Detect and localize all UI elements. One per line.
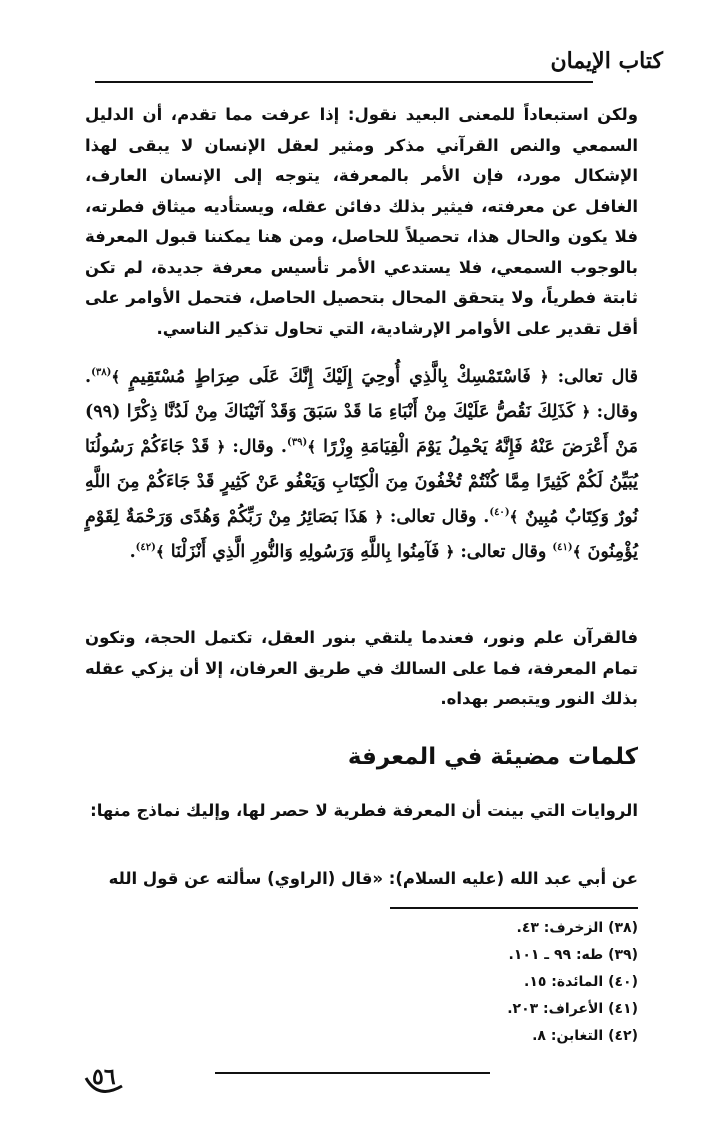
verse-1: فَاسْتَمْسِكْ بِالَّذِي أُوحِيَ إِلَيْكَ إِنَّكَ عَلَى صِرَاطٍ مُسْتَقِيمٍ: [129, 367, 531, 387]
section-heading: كلمات مضيئة في المعرفة: [347, 744, 638, 770]
paragraph-5: عن أبي عبد الله (عليه السلام): «قال (الراوي) سألته عن قول الله: [108, 869, 638, 888]
page-number-text: ٥٦: [92, 1064, 116, 1090]
paragraph-4: الروايات التي بينت أن المعرفة فطرية لا حصر لها، وإليك نماذج منها:: [90, 801, 638, 820]
verse-5: فَآمِنُوا بِاللَّهِ وَرَسُولِهِ وَالنُّورِ الَّذِي أَنْزَلْنَا: [170, 542, 440, 562]
brace-open-icon: ﴿: [374, 508, 384, 526]
footnote-39: (٣٩) طه: ٩٩ ـ ١٠١.: [508, 947, 638, 963]
page-number: [78, 1060, 138, 1100]
brace-open-icon: ﴿: [539, 368, 549, 386]
intro-4: . وقال تعالى:: [389, 507, 490, 527]
footnote-ref-41: (٤١): [552, 542, 573, 554]
header-rule: [95, 81, 593, 83]
bottom-rule: [215, 1072, 490, 1074]
footnote-rule: [390, 907, 638, 909]
intro-2: . وقال:: [85, 367, 638, 422]
intro-3: . وقال:: [232, 437, 287, 457]
footnote-ref-38: (٣٨): [91, 367, 112, 379]
running-header: [95, 44, 663, 94]
quran-paragraph: [85, 360, 638, 570]
footnotes: [378, 915, 638, 1050]
footnote-41: (٤١) الأعراف: ٢٠٣.: [507, 1001, 638, 1017]
brace-close-icon: ﴾: [572, 543, 582, 561]
footnote-40: (٤٠) المائدة: ١٥.: [524, 974, 638, 990]
footnote-ref-40: (٤٠): [489, 507, 510, 519]
paragraph-1: ولكن استبعاداً للمعنى البعيد نقول: إذا عرفت مما تقدم، أن الدليل السمعي والنص القرآني مذكر ومثير لعقل الإنسان لا يبقى لهذا الإشكال مورد، فإن الأمر بالمعرفة، يتوجه إلى الإنسان العارف، الغافل عن معرفته، فيثير بذلك دفائن عقله، ويستأديه ميثاق فطرته، فلا يكون والحال هذا، تحصيلاً للحاصل، ومن هنا يمكننا قبول المعرفة بالوجوب السمعي، فلا يستدعي الأمر تأسيس معرفة جديدة، لم تكن ثابتة فطرياً، ولا يتحقق المحال بتحصيل الحاصل، فتحمل الأوامر على أقل تقدير على الأوامر الإرشادية، التي تحاول تذكير الناسي.: [85, 105, 638, 338]
verse-3: قَدْ جَاءَكُمْ رَسُولُنَا يُبَيِّنُ لَكُمْ كَثِيرًا مِمَّا كُنْتُمْ تُخْفُونَ مِنَ الْكِتَابِ وَيَعْفُو عَنْ كَثِيرٍ قَدْ جَاءَكُمْ مِنَ اللَّهِ نُورٌ وَكِتَابٌ مُبِينٌ: [85, 437, 638, 527]
intro-5: وقال تعالى:: [460, 542, 553, 562]
brace-open-icon: ﴿: [445, 543, 455, 561]
brace-close-icon: ﴾: [307, 438, 317, 456]
brace-close-icon: ﴾: [111, 368, 121, 386]
footnote-42: (٤٢) التغابن: ٨.: [532, 1028, 638, 1044]
footnote-ref-42: (٤٢): [135, 542, 156, 554]
brace-close-icon: ﴾: [155, 543, 165, 561]
footnote-ref-39: (٣٩): [287, 437, 308, 449]
end-period: .: [129, 542, 136, 562]
verse-4: هَذَا بَصَائِرُ مِنْ رَبِّكُمْ وَهُدًى وَرَحْمَةٌ لِقَوْمٍ يُؤْمِنُونَ: [85, 507, 638, 562]
brace-close-icon: ﴾: [509, 508, 519, 526]
verse-2: كَذَلِكَ نَقُصُّ عَلَيْكَ مِنْ أَنْبَاءِ مَا قَدْ سَبَقَ وَقَدْ آتَيْنَاكَ مِنْ لَدُنَّا ذِكْرًا (٩٩) مَنْ أَعْرَضَ عَنْهُ فَإِنَّهُ يَحْمِلُ يَوْمَ الْقِيَامَةِ وِزْرًا: [85, 402, 639, 457]
book-title: كتاب الإيمان: [550, 48, 663, 74]
intro-1: قال تعالى:: [557, 367, 639, 387]
footnote-38: (٣٨) الزخرف: ٤٣.: [516, 920, 638, 936]
brace-open-icon: ﴿: [216, 438, 226, 456]
paragraph-3: فالقرآن علم ونور، فعندما يلتقي بنور العقل، تكتمل الحجة، وتكون تمام المعرفة، فما على السالك في طريق العرفان، إلا أن يزكي عقله بذلك النور ويتبصر بهداه.: [85, 628, 638, 708]
brace-open-icon: ﴿: [581, 403, 591, 421]
